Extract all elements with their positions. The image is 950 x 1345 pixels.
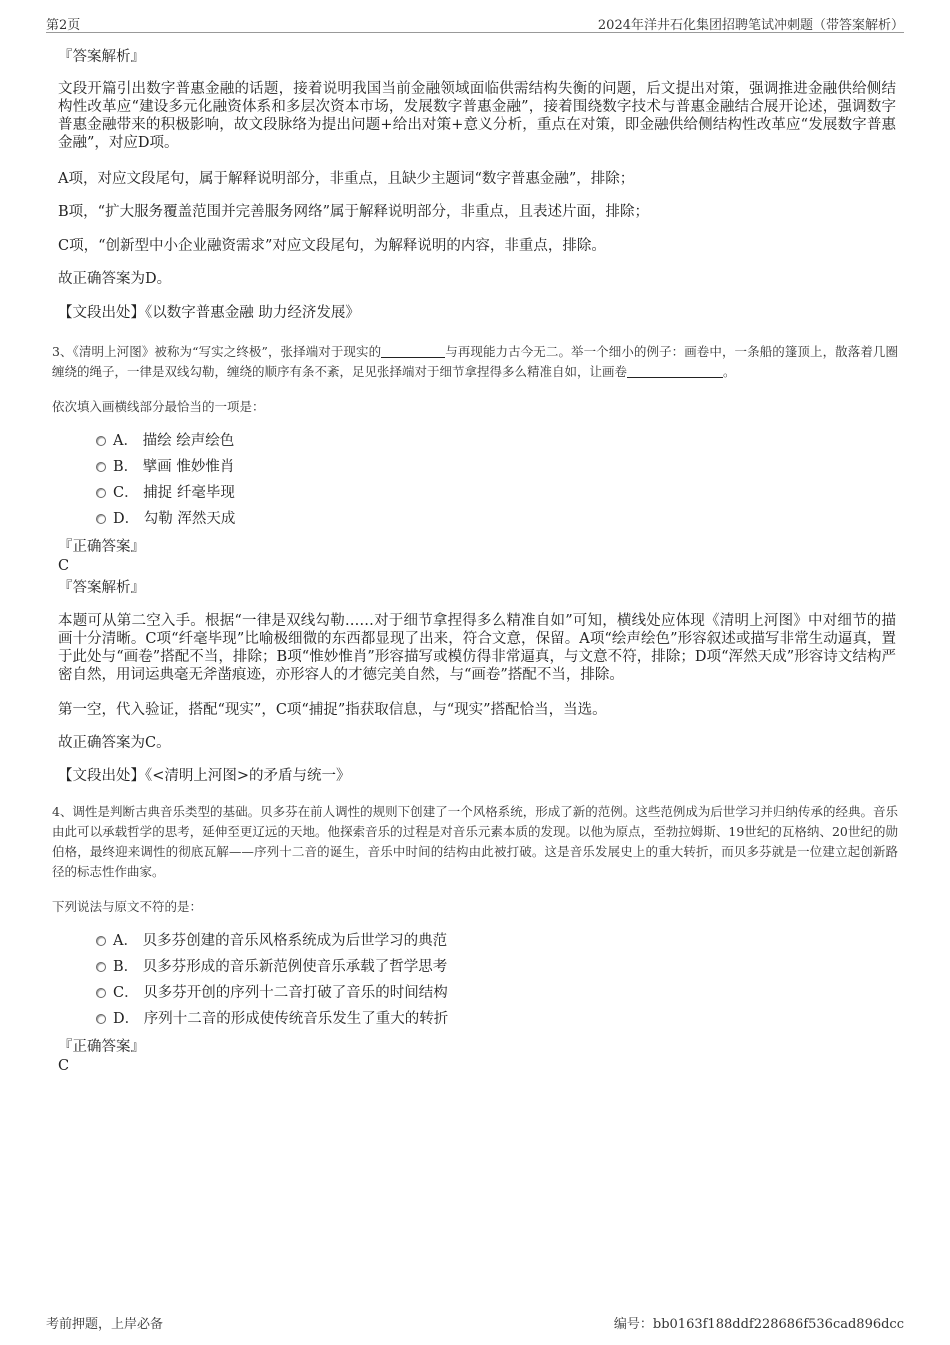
q3-conclusion: 故正确答案为C。 — [58, 735, 171, 751]
q3-option-c[interactable]: C． 捕捉 纤毫毕现 — [96, 484, 235, 502]
radio-icon[interactable] — [96, 436, 106, 446]
q4-option-b[interactable]: B． 贝多芬形成的音乐新范例使音乐承载了哲学思考 — [96, 958, 447, 976]
document-title: 2024年洋井石化集团招聘笔试冲刺题（带答案解析） — [597, 18, 904, 33]
q3-analysis-paragraph: 本题可从第二空入手。根据“一律是双线勾勒……对于细节拿捏得多么精准自如”可知，横线处应体现《清明上河图》中对细节的描画十分清晰。C项“纤毫毕现”比喻极细微的东西都显现了出来，符合文意，保留。A项“绘声绘色”形容叙述或描写非常生动逼真，置于此处与“画卷”搭配不当，排除；B项“惟妙惟肖”形容描写或模仿得非常逼真，与文意不符，排除；D项“浑然天成”形容诗文结构严密自然，用词运典毫无斧凿痕迹，亦形容人的才德完美自然，与“画卷”搭配不当，排除。 — [58, 613, 896, 683]
q2-conclusion: 故正确答案为D。 — [58, 271, 172, 287]
q4-option-c[interactable]: C． 贝多芬开创的序列十二音打破了音乐的时间结构 — [96, 984, 448, 1002]
radio-icon[interactable] — [96, 936, 106, 946]
radio-icon[interactable] — [96, 962, 106, 972]
q4-prompt: 下列说法与原文不符的是： — [52, 899, 203, 914]
q2-option-b-analysis: B项，“扩大服务覆盖范围并完善服务网络”属于解释说明部分，非重点，且表述片面，排除； — [58, 204, 649, 220]
page-footer — [46, 1313, 904, 1331]
q4-answer: C — [58, 1058, 70, 1074]
q3-blank-1 — [381, 357, 445, 358]
q4-question-text: 4、调性是判断古典音乐类型的基础。贝多芬在前人调性的规则下创建了一个风格系统，形成了新的范例。这些范例成为后世学习并归纳传承的经典。音乐由此可以承载哲学的思考，延伸至更辽远的天地。他探索音乐的过程是对音乐元素本质的发现。以他为原点，至勃拉姆斯、19世纪的瓦格纳、20世纪的勋伯格，最终迎来调性的彻底瓦解——序列十二音的诞生，音乐中时间的结构由此被打破。这是音乐发展史上的重大转折，而贝多芬就是一位建立起创新路径的标志性作曲家。 — [52, 804, 898, 879]
page-header — [46, 14, 904, 33]
radio-icon[interactable] — [96, 988, 106, 998]
q3-analysis-paragraph-2: 第一空，代入验证，搭配“现实”，C项“捕捉”指获取信息，与“现实”搭配恰当，当选。 — [58, 702, 607, 718]
document-id: 编号：bb0163f188ddf228686f536cad896dcc — [613, 1317, 904, 1332]
footer-slogan: 考前押题，上岸必备 — [46, 1317, 164, 1332]
q3-analysis-label: 『答案解析』 — [58, 580, 145, 596]
q4-answer-label: 『正确答案』 — [58, 1039, 145, 1055]
q3-answer-label: 『正确答案』 — [58, 539, 145, 555]
q3-option-d[interactable]: D． 勾勒 浑然天成 — [96, 510, 235, 528]
q2-option-c-analysis: C项，“创新型中小企业融资需求”对应文段尾句，为解释说明的内容，非重点，排除。 — [58, 238, 606, 254]
q2-analysis-paragraph: 文段开篇引出数字普惠金融的话题，接着说明我国当前金融领域面临供需结构失衡的问题，后文提出对策，强调推进金融供给侧结构性改革应“建设多元化融资体系和多层次资本市场，发展数字普惠金融”，接着围绕数字技术与普惠金融结合展开论述，强调数字普惠金融带来的积极影响，故文段脉络为提出问题+给出对策+意义分析，重点在对策，即金融供给侧结构性改革应“发展数字普惠金融”，对应D项。 — [58, 81, 896, 151]
page-number: 第2页 — [46, 18, 81, 33]
q2-analysis-label: 『答案解析』 — [58, 49, 145, 65]
q3-question-text: 3、《清明上河图》被称为“写实之终极”，张择端对于现实的 与再现能力古今无二。举一个细小的例子：画卷中，一条船的篷顶上，散落着几圈缠绕的绳子，一律是双线勾勒，缠绕的顺序有条不紊，足见张择端对于细节拿捏得多么精准自如，让画卷 。 — [52, 344, 898, 379]
q3-option-b[interactable]: B． 擘画 惟妙惟肖 — [96, 458, 234, 476]
radio-icon[interactable] — [96, 462, 106, 472]
q3-prompt: 依次填入画横线部分最恰当的一项是： — [52, 399, 265, 414]
q2-source: 【文段出处】《以数字普惠金融 助力经济发展》 — [58, 305, 360, 321]
q3-blank-2 — [627, 377, 723, 378]
q3-answer: C — [58, 558, 70, 574]
q3-source: 【文段出处】《<清明上河图>的矛盾与统一》 — [58, 768, 351, 784]
q2-option-a-analysis: A项，对应文段尾句，属于解释说明部分，非重点，且缺少主题词“数字普惠金融”，排除； — [58, 171, 635, 187]
radio-icon[interactable] — [96, 488, 106, 498]
q3-option-a[interactable]: A． 描绘 绘声绘色 — [96, 432, 234, 450]
q4-option-a[interactable]: A． 贝多芬创建的音乐风格系统成为后世学习的典范 — [96, 932, 447, 950]
radio-icon[interactable] — [96, 1014, 106, 1024]
q4-option-d[interactable]: D． 序列十二音的形成使传统音乐发生了重大的转折 — [96, 1010, 448, 1028]
radio-icon[interactable] — [96, 514, 106, 524]
